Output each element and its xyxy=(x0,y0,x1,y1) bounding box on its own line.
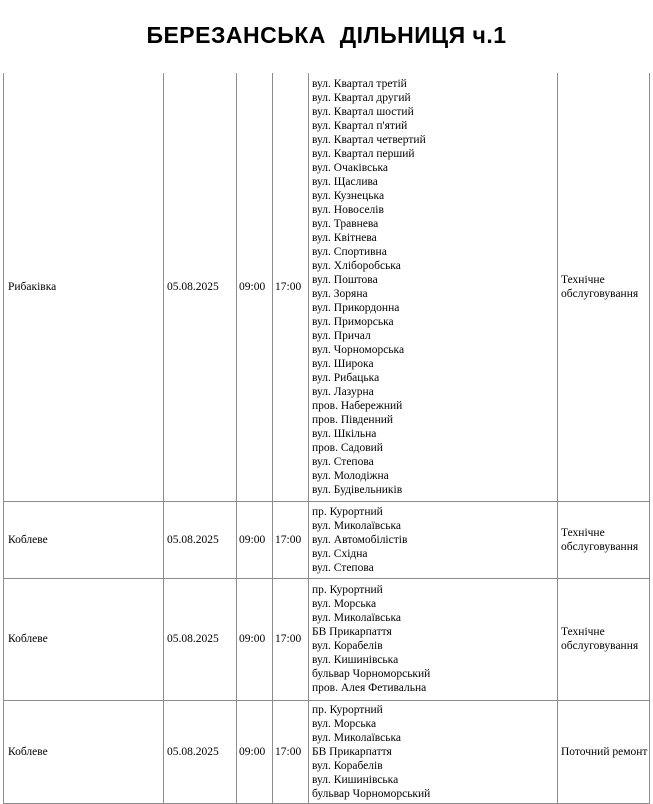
street-item: пров. Набережний xyxy=(312,399,403,412)
reason-text: Поточний ремонт xyxy=(561,745,648,758)
street-item: вул. Корабелів xyxy=(312,759,383,772)
street-item: вул. Очаківська xyxy=(312,161,388,174)
street-item: вул. Квартал третій xyxy=(312,77,407,90)
street-item: вул. Спортивна xyxy=(312,245,387,258)
street-item: вул. Східна xyxy=(312,547,368,560)
street-item: вул. Рибацька xyxy=(312,371,380,384)
reason-cell xyxy=(558,578,650,700)
street-item: вул. Степова xyxy=(312,455,374,468)
street-item: вул. Корабелів xyxy=(312,640,383,652)
table-row xyxy=(4,501,650,578)
street-item: вул. Будівельників xyxy=(312,483,403,496)
street-item: вул. Квартал четвертий xyxy=(312,133,426,146)
street-item: вул. Морська xyxy=(312,598,377,610)
street-item: пр. Курортний xyxy=(312,584,383,596)
street-item: бульвар Чорноморський xyxy=(312,668,431,680)
street-item: вул. Кишинівська xyxy=(312,773,399,786)
street-item: пр. Курортний xyxy=(312,703,383,716)
street-item: вул. Прикордонна xyxy=(312,301,400,314)
time-from-cell: 09:00 xyxy=(237,73,273,501)
streets-cell xyxy=(309,700,558,803)
reason-cell xyxy=(558,700,650,803)
streets-cell xyxy=(309,73,558,501)
table-row xyxy=(4,700,650,803)
street-item: пр. Курортний xyxy=(312,505,383,518)
time-to-cell: 17:00 xyxy=(273,700,309,803)
street-item: вул. Степова xyxy=(312,561,374,574)
street-item: вул. Миколаївська xyxy=(312,612,402,624)
street-item: вул. Причал xyxy=(312,329,371,342)
location-cell: Рибаківка xyxy=(4,73,164,501)
time-from-cell: 09:00 xyxy=(237,700,273,803)
street-item: пров. Південний xyxy=(312,413,394,426)
reason-cell xyxy=(558,501,650,578)
date-cell: 05.08.2025 xyxy=(164,578,237,700)
date-cell: 05.08.2025 xyxy=(164,73,237,501)
street-item: бульвар Чорноморський xyxy=(312,787,431,800)
street-item: БВ Прикарпаття xyxy=(312,626,392,638)
street-item: вул. Миколаївська xyxy=(312,519,402,532)
date-cell: 05.08.2025 xyxy=(164,700,237,803)
reason-text: Технічне обслуговування xyxy=(561,526,639,553)
streets-cell xyxy=(309,501,558,578)
street-item: вул. Широка xyxy=(312,357,374,370)
street-item: БВ Прикарпаття xyxy=(312,745,392,758)
street-item: вул. Кишинівська xyxy=(312,654,399,666)
street-item: вул. Лазурна xyxy=(312,385,374,398)
street-item: вул. Кузнецька xyxy=(312,189,385,202)
street-item: вул. Автомобілістів xyxy=(312,533,408,546)
street-item: вул. Квартал п'ятий xyxy=(312,119,408,132)
street-item: пров. Алея Фетивальна xyxy=(312,682,427,694)
schedule-body xyxy=(4,73,650,803)
page-title: БЕРЕЗАНСЬКА ДІЛЬНИЦЯ ч.1 xyxy=(146,22,507,48)
table-row xyxy=(4,73,650,501)
time-from-cell: 09:00 xyxy=(237,501,273,578)
location-cell: Коблеве xyxy=(4,501,164,578)
street-item: вул. Квітнева xyxy=(312,231,377,244)
street-item: вул. Морська xyxy=(312,717,377,730)
street-item: вул. Новоселів xyxy=(312,203,384,216)
time-from-cell: 09:00 xyxy=(237,578,273,700)
location-cell: Коблеве xyxy=(4,700,164,803)
street-item: вул. Квартал перший xyxy=(312,147,415,160)
street-item: вул. Чорноморська xyxy=(312,343,405,356)
street-item: вул. Зоряна xyxy=(312,287,368,300)
street-item: пров. Садовий xyxy=(312,441,383,454)
streets-cell xyxy=(309,578,558,700)
street-item: вул. Молодіжна xyxy=(312,469,389,482)
reason-text: Технічне обслуговування xyxy=(561,626,639,652)
street-item: вул. Миколаївська xyxy=(312,731,402,744)
outage-schedule-table xyxy=(3,73,650,804)
reason-text: Технічне обслуговування xyxy=(561,273,639,300)
time-to-cell: 17:00 xyxy=(273,73,309,501)
street-item: вул. Щаслива xyxy=(312,175,378,188)
street-item: вул. Поштова xyxy=(312,273,378,286)
reason-cell xyxy=(558,73,650,501)
time-to-cell: 17:00 xyxy=(273,578,309,700)
street-item: вул. Хліборобська xyxy=(312,259,401,272)
street-item: вул. Приморська xyxy=(312,315,394,328)
street-item: вул. Шкільна xyxy=(312,427,377,440)
location-cell: Коблеве xyxy=(4,578,164,700)
time-to-cell: 17:00 xyxy=(273,501,309,578)
street-item: вул. Травнева xyxy=(312,217,379,230)
street-item: вул. Квартал шостий xyxy=(312,105,414,118)
date-cell: 05.08.2025 xyxy=(164,501,237,578)
street-item: вул. Квартал другий xyxy=(312,91,411,104)
table-row xyxy=(4,578,650,700)
